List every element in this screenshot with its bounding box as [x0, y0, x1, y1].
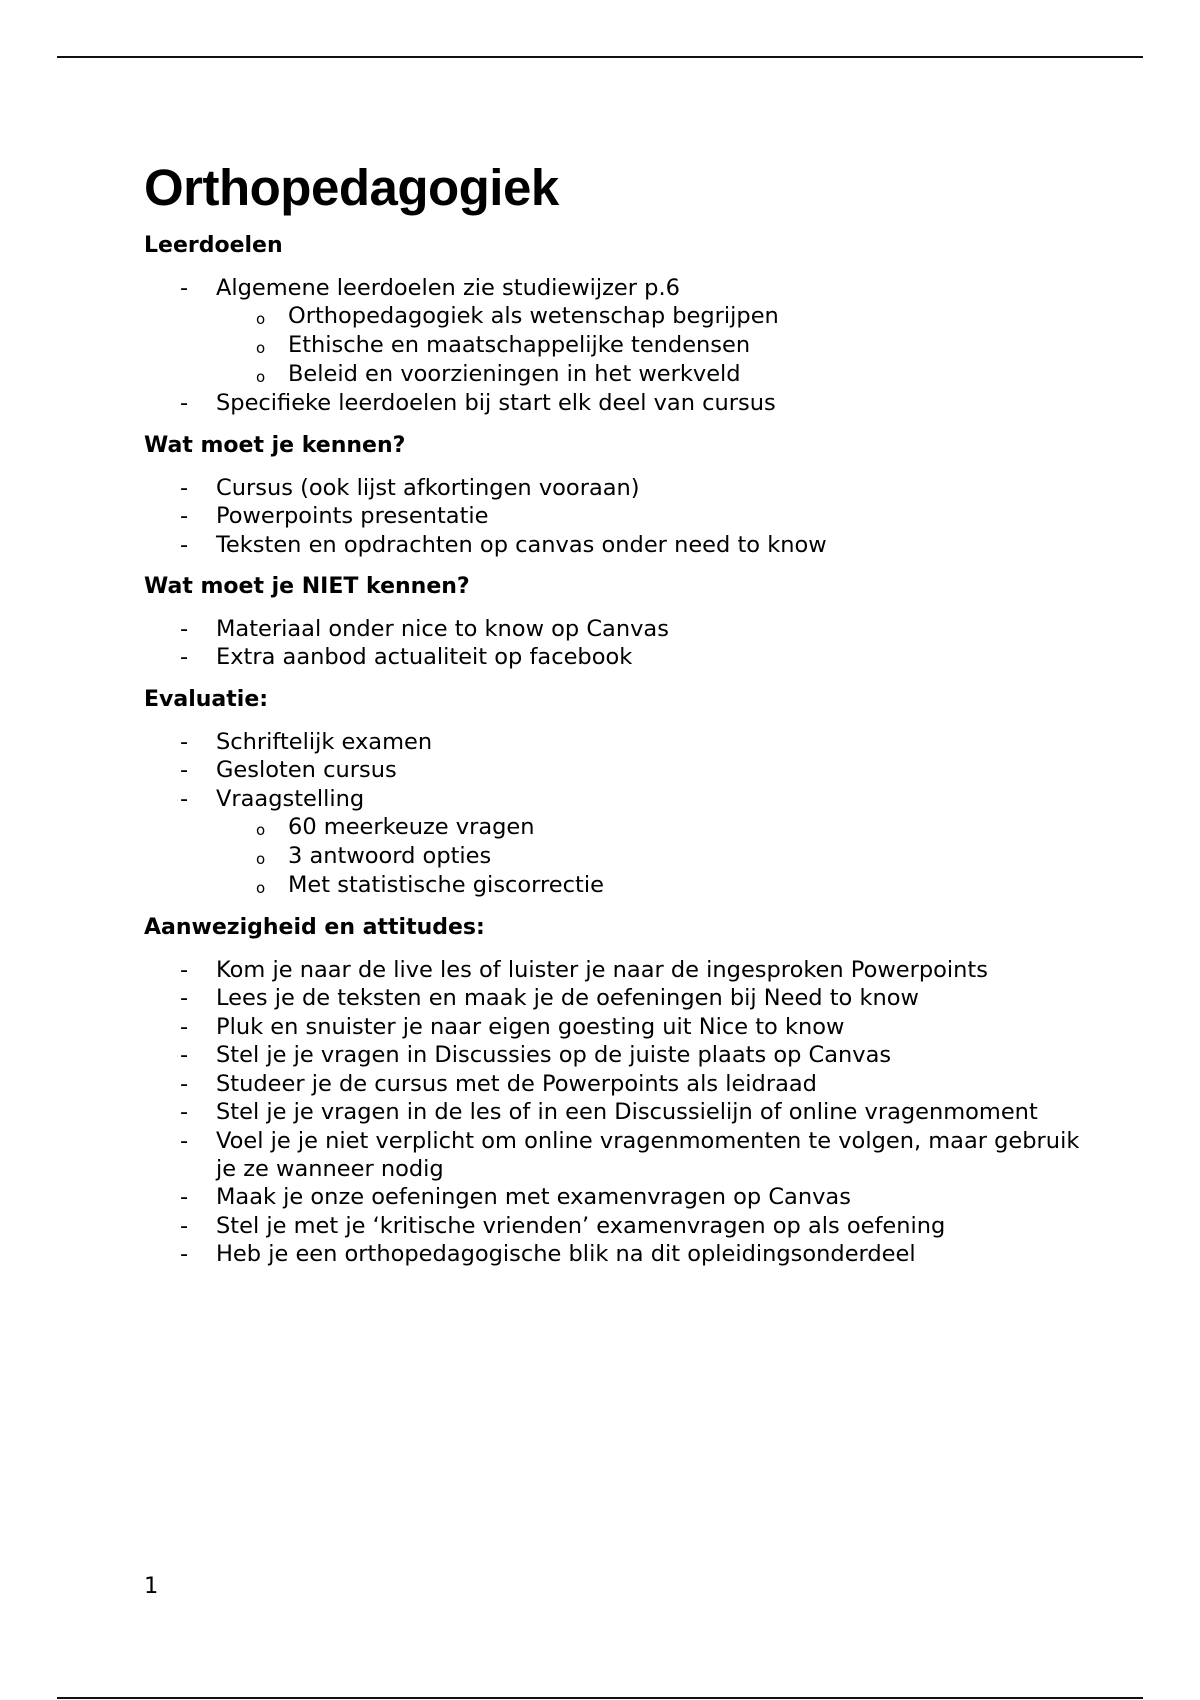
list-item-text: Specifieke leerdoelen bij start elk deel van cursus	[216, 390, 776, 417]
list-item	[144, 1041, 1104, 1069]
sublist-item	[216, 842, 1104, 871]
sublist	[216, 813, 1104, 900]
list-item	[144, 274, 1104, 389]
list-item-text: Maak je onze oefeningen met examenvragen op Canvas	[216, 1184, 851, 1211]
list-item-text: Schriftelijk examen	[216, 728, 433, 755]
list-item	[144, 531, 1104, 559]
dash-bullet: -	[180, 728, 189, 755]
sublist-item-text: Beleid en voorzieningen in het werkveld	[288, 361, 741, 388]
list-item-text: Powerpoints presentatie	[216, 503, 489, 530]
list-item-text: Studeer je de cursus met de Powerpoints als leidraad	[216, 1070, 817, 1097]
evaluatie-list	[144, 728, 1104, 900]
list-item	[144, 785, 1104, 900]
list-item-text: Stel je je vragen in de les of in een Discussielijn of online vragenmoment	[216, 1099, 1038, 1126]
dash-bullet: -	[180, 531, 189, 558]
sublist-item	[216, 813, 1104, 842]
list-item-text: Pluk en snuister je naar eigen goesting uit Nice to know	[216, 1013, 845, 1040]
circle-bullet: o	[256, 821, 266, 840]
section-heading-aanwezigheid: Aanwezigheid en attitudes:	[144, 915, 485, 941]
list-item	[144, 984, 1104, 1012]
list-item-text: Kom je naar de live les of luister je naar de ingesproken Powerpoints	[216, 957, 988, 984]
list-item	[144, 1013, 1104, 1041]
list-item	[144, 615, 1104, 643]
niet-kennen-list	[144, 615, 1104, 672]
circle-bullet: o	[256, 850, 266, 869]
dash-bullet: -	[180, 1212, 189, 1239]
circle-bullet: o	[256, 310, 266, 329]
list-item-text: Gesloten cursus	[216, 757, 397, 784]
dash-bullet: -	[180, 1241, 189, 1268]
section-heading-kennen: Wat moet je kennen?	[144, 432, 406, 458]
sublist-item-text: Orthopedagogiek als wetenschap begrijpen	[288, 303, 779, 330]
sublist-item	[216, 331, 1104, 360]
list-item	[144, 1183, 1104, 1211]
dash-bullet: -	[180, 1042, 189, 1069]
list-item-text: Stel je je vragen in Discussies op de juiste plaats op Canvas	[216, 1042, 892, 1069]
document-body	[144, 158, 1104, 1284]
list-item	[144, 1070, 1104, 1098]
dash-bullet: -	[180, 1099, 189, 1126]
list-item	[144, 728, 1104, 756]
page-number: 1	[144, 1573, 159, 1599]
circle-bullet: o	[256, 368, 266, 387]
list-item	[144, 502, 1104, 530]
circle-bullet: o	[256, 879, 266, 898]
list-item-text: Teksten en opdrachten op canvas onder need to know	[216, 531, 827, 558]
dash-bullet: -	[180, 275, 189, 301]
dash-bullet: -	[180, 644, 189, 671]
aanwezigheid-list	[144, 956, 1104, 1268]
list-item	[144, 474, 1104, 502]
dash-bullet: -	[180, 1127, 189, 1154]
dash-bullet: -	[180, 957, 189, 984]
sublist-item	[216, 360, 1104, 389]
dash-bullet: -	[180, 985, 189, 1012]
list-item-text: Lees je de teksten en maak je de oefeningen bij Need to know	[216, 985, 919, 1012]
list-item-text: Extra aanbod actualiteit op facebook	[216, 644, 633, 671]
dash-bullet: -	[180, 1070, 189, 1097]
list-item	[144, 643, 1104, 671]
list-item	[144, 1212, 1104, 1240]
kennen-list	[144, 474, 1104, 559]
dash-bullet: -	[180, 503, 189, 530]
page-title: Orthopedagogiek	[144, 159, 559, 216]
dash-bullet: -	[180, 785, 189, 812]
sublist-item-text: 3 antwoord opties	[288, 843, 492, 870]
list-item-text: Algemene leerdoelen zie studiewijzer p.6	[216, 275, 680, 301]
dash-bullet: -	[180, 1184, 189, 1211]
list-item	[144, 1098, 1104, 1126]
list-item	[144, 1127, 1104, 1184]
section-heading-evaluatie: Evaluatie:	[144, 686, 269, 712]
list-item-text: Cursus (ook lijst afkortingen vooraan)	[216, 474, 640, 501]
list-item-text: Voel je je niet verplicht om online vragenmomenten te volgen, maar gebruik je ze wanneer nodig	[216, 1127, 1080, 1182]
sublist-item-text: Ethische en maatschappelijke tendensen	[288, 332, 751, 359]
list-item	[144, 956, 1104, 984]
dash-bullet: -	[180, 390, 189, 417]
sublist-item	[216, 871, 1104, 900]
sublist	[216, 302, 1104, 389]
dash-bullet: -	[180, 757, 189, 784]
section-heading-niet-kennen: Wat moet je NIET kennen?	[144, 574, 470, 600]
list-item-text: Stel je met je ‘kritische vrienden’ examenvragen op als oefening	[216, 1212, 946, 1239]
sublist-item-text: Met statistische giscorrectie	[288, 872, 604, 899]
circle-bullet: o	[256, 339, 266, 358]
list-item	[144, 389, 1104, 417]
leerdoelen-list	[144, 274, 1104, 418]
footer-rule	[57, 1697, 1143, 1699]
dash-bullet: -	[180, 616, 189, 643]
list-item	[144, 1240, 1104, 1268]
list-item-text: Heb je een orthopedagogische blik na dit opleidingsonderdeel	[216, 1241, 916, 1268]
list-item	[144, 756, 1104, 784]
sublist-item	[216, 302, 1104, 331]
dash-bullet: -	[180, 1013, 189, 1040]
dash-bullet: -	[180, 474, 189, 501]
header-rule	[57, 56, 1143, 58]
list-item-text: Materiaal onder nice to know op Canvas	[216, 616, 669, 643]
section-heading-leerdoelen: Leerdoelen	[144, 233, 283, 258]
list-item-text: Vraagstelling	[216, 785, 365, 812]
sublist-item-text: 60 meerkeuze vragen	[288, 814, 535, 841]
